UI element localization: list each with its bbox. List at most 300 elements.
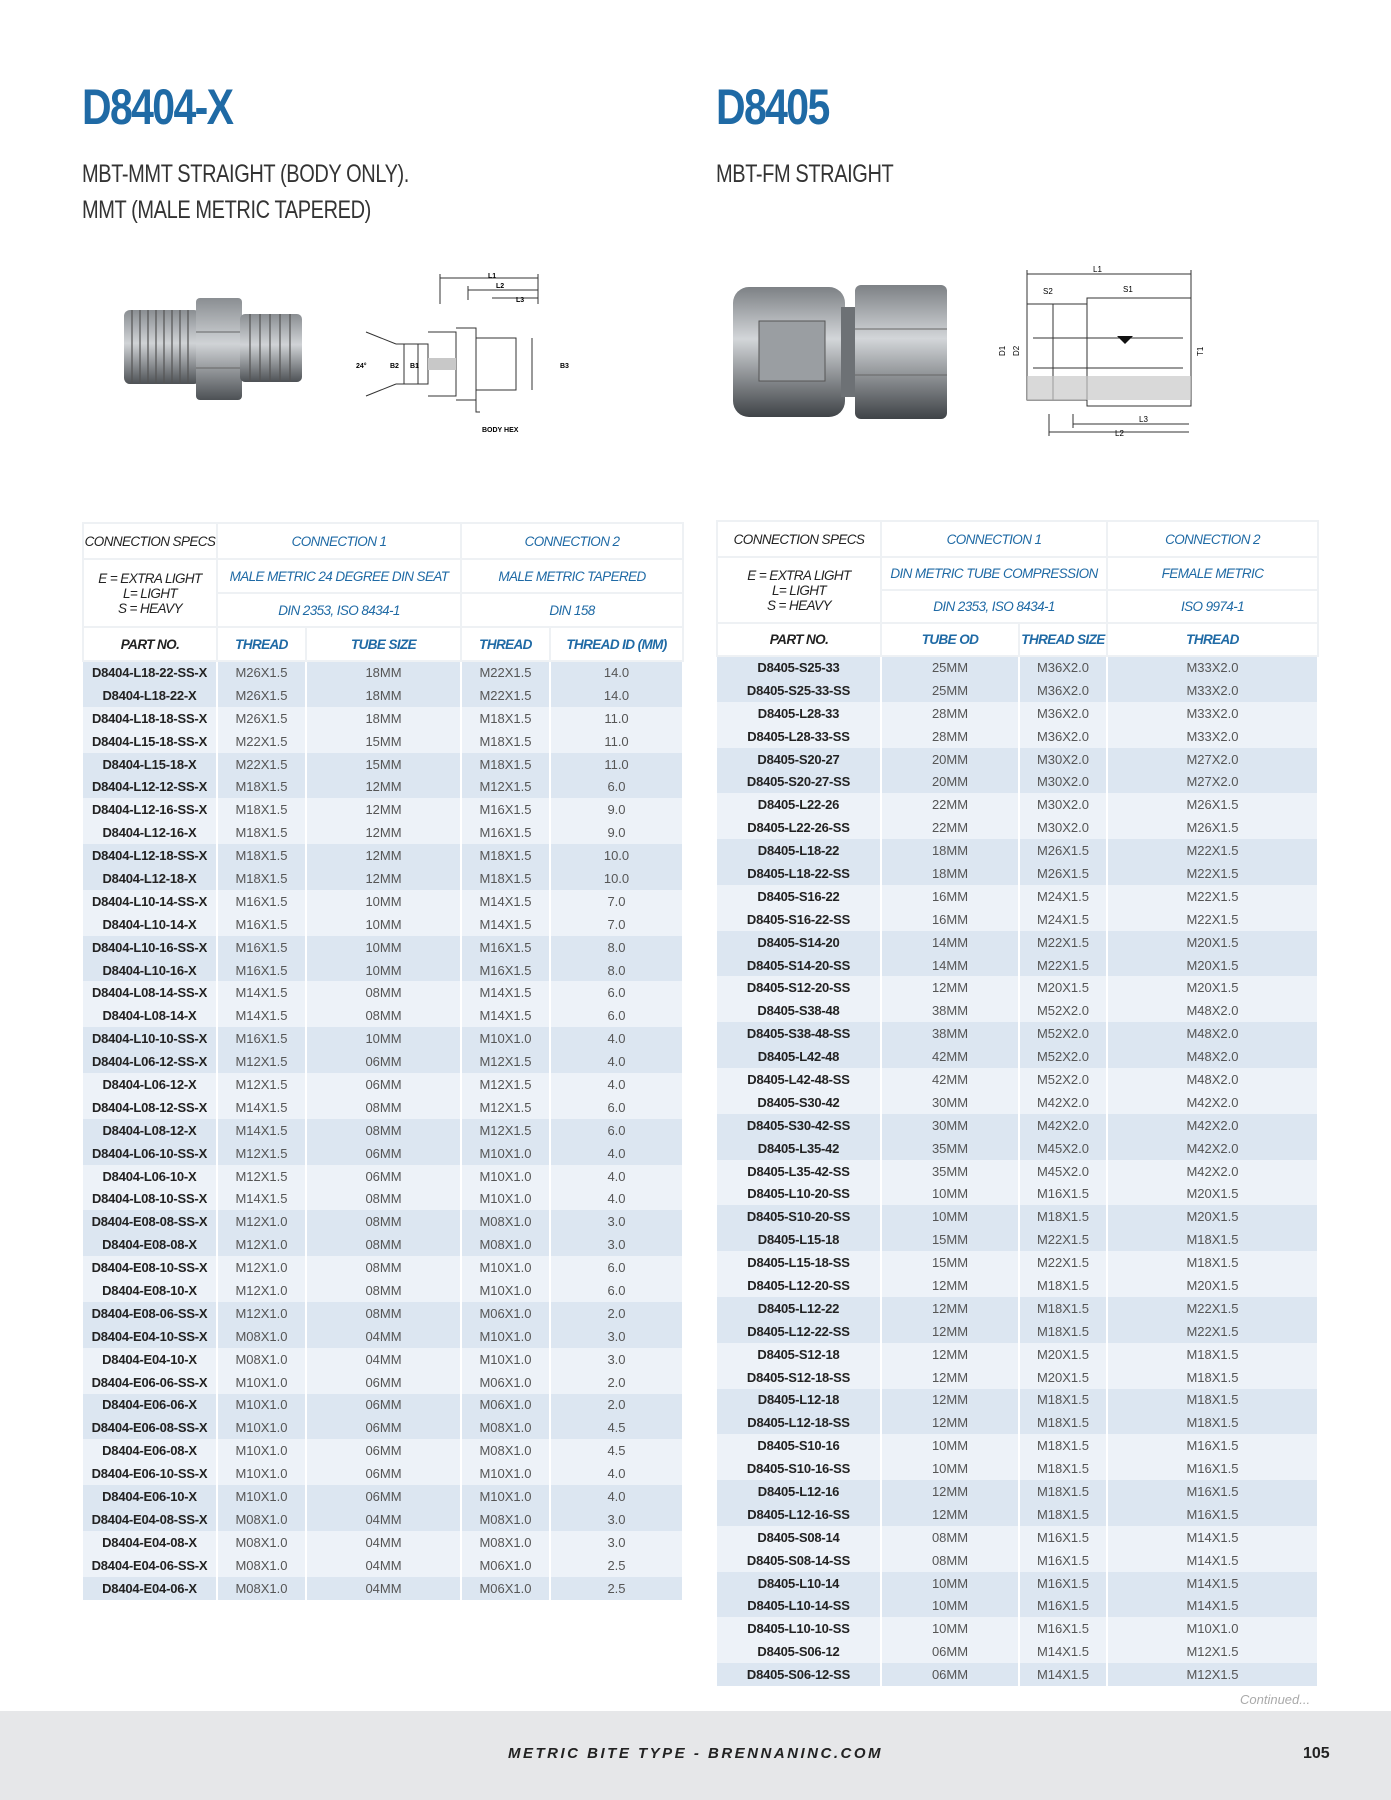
spec-value: M08X1.0 xyxy=(461,1439,550,1462)
page-number: 105 xyxy=(1303,1745,1330,1762)
spec-value: 06MM xyxy=(306,1462,461,1485)
table-row xyxy=(83,1233,683,1256)
table-row xyxy=(83,913,683,936)
spec-value: 22MM xyxy=(881,816,1019,839)
spec-value: 7.0 xyxy=(550,913,683,936)
table-row xyxy=(83,1485,683,1508)
spec-value: M16X1.5 xyxy=(1107,1457,1318,1480)
part-number: D8404-E06-06-X xyxy=(83,1394,217,1417)
spec-value: M16X1.5 xyxy=(217,890,306,913)
spec-value: 22MM xyxy=(881,793,1019,816)
spec-value: M33X2.0 xyxy=(1107,679,1318,702)
spec-value: 11.0 xyxy=(550,753,683,776)
spec-value: 4.0 xyxy=(550,1485,683,1508)
spec-value: M18X1.5 xyxy=(217,821,306,844)
table-row xyxy=(83,1416,683,1439)
spec-value: 04MM xyxy=(306,1348,461,1371)
column-header: PART NO. xyxy=(83,627,217,661)
spec-value: 4.5 xyxy=(550,1416,683,1439)
spec-value: M30X2.0 xyxy=(1019,748,1107,771)
spec-value: 3.0 xyxy=(550,1233,683,1256)
spec-value: 28MM xyxy=(881,702,1019,725)
spec-value: 04MM xyxy=(306,1531,461,1554)
spec-value: M16X1.5 xyxy=(1019,1572,1107,1595)
d8405-title: D8405 xyxy=(716,79,829,135)
table-row xyxy=(717,1228,1318,1251)
table-row xyxy=(83,1073,683,1096)
spec-value: M16X1.5 xyxy=(461,821,550,844)
part-number: D8404-L10-14-SS-X xyxy=(83,890,217,913)
page-footer xyxy=(0,1711,1391,1800)
spec-value: M45X2.0 xyxy=(1019,1137,1107,1160)
spec-value: M10X1.0 xyxy=(461,1187,550,1210)
spec-value: M18X1.5 xyxy=(1019,1297,1107,1320)
spec-value: 3.0 xyxy=(550,1210,683,1233)
spec-value: M12X1.5 xyxy=(1107,1663,1318,1686)
spec-value: 06MM xyxy=(881,1663,1019,1686)
spec-value: M14X1.5 xyxy=(1107,1526,1318,1549)
table-row xyxy=(83,1462,683,1485)
spec-value: M10X1.0 xyxy=(217,1394,306,1417)
spec-value: M24X1.5 xyxy=(1019,885,1107,908)
spec-value: 08MM xyxy=(306,1187,461,1210)
spec-value: M08X1.0 xyxy=(217,1554,306,1577)
legend-line: L= LIGHT xyxy=(122,585,178,601)
part-number: D8405-S12-18-SS xyxy=(717,1366,881,1389)
part-number: D8405-L18-22 xyxy=(717,839,881,862)
table-row xyxy=(717,839,1318,862)
part-number: D8405-L12-20-SS xyxy=(717,1274,881,1297)
part-number: D8404-E08-10-SS-X xyxy=(83,1256,217,1279)
spec-value: M08X1.0 xyxy=(461,1508,550,1531)
table-row xyxy=(717,862,1318,885)
spec-value: M18X1.5 xyxy=(1019,1389,1107,1412)
spec-value: 08MM xyxy=(306,981,461,1004)
spec-value: 10MM xyxy=(306,936,461,959)
spec-value: M36X2.0 xyxy=(1019,702,1107,725)
spec-value: 6.0 xyxy=(550,1256,683,1279)
spec-value: M14X1.5 xyxy=(1107,1595,1318,1618)
legend-line: S = HEAVY xyxy=(766,597,831,613)
spec-value: M18X1.5 xyxy=(217,798,306,821)
spec-value: M10X1.0 xyxy=(461,1485,550,1508)
spec-value: M16X1.5 xyxy=(1107,1434,1318,1457)
table-row xyxy=(83,775,683,798)
connection-2-type: FEMALE METRIC xyxy=(1107,557,1318,590)
table-row xyxy=(83,844,683,867)
spec-value: 12MM xyxy=(881,1411,1019,1434)
table-row xyxy=(83,1050,683,1073)
spec-value: M20X1.5 xyxy=(1019,976,1107,999)
part-number: D8404-E06-10-SS-X xyxy=(83,1462,217,1485)
spec-value: M16X1.5 xyxy=(217,913,306,936)
spec-value: M18X1.5 xyxy=(1019,1457,1107,1480)
part-number: D8405-S14-20-SS xyxy=(717,954,881,977)
spec-value: 10.0 xyxy=(550,867,683,890)
d8404-table-body xyxy=(83,661,683,1600)
connection-1-standard: DIN 2353, ISO 8434-1 xyxy=(217,593,461,627)
spec-value: 2.5 xyxy=(550,1554,683,1577)
spec-value: M20X1.5 xyxy=(1107,931,1318,954)
table-row xyxy=(717,679,1318,702)
part-number: D8404-E08-10-X xyxy=(83,1279,217,1302)
spec-value: 6.0 xyxy=(550,1119,683,1142)
spec-value: 35MM xyxy=(881,1137,1019,1160)
spec-value: M16X1.5 xyxy=(217,1027,306,1050)
spec-value: 12MM xyxy=(881,1297,1019,1320)
spec-value: M14X1.5 xyxy=(461,890,550,913)
part-number: D8404-L12-18-SS-X xyxy=(83,844,217,867)
spec-value: 08MM xyxy=(306,1096,461,1119)
spec-value: 25MM xyxy=(881,656,1019,679)
spec-value: M08X1.0 xyxy=(461,1416,550,1439)
spec-value: M06X1.0 xyxy=(461,1394,550,1417)
part-number: D8404-L18-18-SS-X xyxy=(83,707,217,730)
spec-value: 3.0 xyxy=(550,1348,683,1371)
spec-value: M42X2.0 xyxy=(1107,1160,1318,1183)
spec-value: M18X1.5 xyxy=(217,775,306,798)
part-number: D8405-S08-14 xyxy=(717,1526,881,1549)
continued-note: Continued... xyxy=(1240,1692,1311,1707)
part-number: D8405-S16-22 xyxy=(717,885,881,908)
spec-value: 08MM xyxy=(306,1233,461,1256)
d8404-product-photo xyxy=(120,296,306,404)
spec-value: M33X2.0 xyxy=(1107,702,1318,725)
part-number: D8404-L06-10-SS-X xyxy=(83,1142,217,1165)
spec-value: 8.0 xyxy=(550,959,683,982)
spec-value: 12MM xyxy=(881,1503,1019,1526)
spec-value: M18X1.5 xyxy=(1107,1228,1318,1251)
d8404-title: D8404-X xyxy=(82,79,233,135)
label-b3: B3 xyxy=(560,363,569,370)
spec-value: M48X2.0 xyxy=(1107,999,1318,1022)
table-row xyxy=(83,1394,683,1417)
part-number: D8405-L15-18 xyxy=(717,1228,881,1251)
table-row xyxy=(83,1027,683,1050)
part-number: D8405-S20-27-SS xyxy=(717,770,881,793)
table-row xyxy=(717,976,1318,999)
part-number: D8404-L06-10-X xyxy=(83,1165,217,1188)
spec-value: M22X1.5 xyxy=(1107,908,1318,931)
spec-value: M22X1.5 xyxy=(217,730,306,753)
label-l2: L2 xyxy=(496,283,505,290)
part-number: D8404-E04-10-X xyxy=(83,1348,217,1371)
spec-value: 10MM xyxy=(306,890,461,913)
spec-value: 16MM xyxy=(881,908,1019,931)
spec-value: M08X1.0 xyxy=(461,1210,550,1233)
spec-value: 18MM xyxy=(881,862,1019,885)
label-body-hex: BODY HEX xyxy=(482,427,519,434)
spec-value: M10X1.0 xyxy=(461,1462,550,1485)
legend-line: L= LIGHT xyxy=(771,582,827,598)
spec-value: 18MM xyxy=(881,839,1019,862)
spec-value: 10MM xyxy=(306,1027,461,1050)
spec-value: M10X1.0 xyxy=(461,1165,550,1188)
column-header: THREAD xyxy=(1107,623,1318,656)
label-d1: D1 xyxy=(998,345,1007,356)
size-legend xyxy=(83,559,217,627)
spec-value: 04MM xyxy=(306,1325,461,1348)
column-header: THREAD xyxy=(461,627,550,661)
table-row xyxy=(717,1274,1318,1297)
spec-value: 10MM xyxy=(881,1595,1019,1618)
spec-value: M26X1.5 xyxy=(217,707,306,730)
spec-value: M22X1.5 xyxy=(1019,1228,1107,1251)
spec-value: M10X1.0 xyxy=(217,1416,306,1439)
part-number: D8404-E06-10-X xyxy=(83,1485,217,1508)
d8405-table-body xyxy=(717,656,1318,1686)
spec-value: M08X1.0 xyxy=(217,1508,306,1531)
table-row xyxy=(83,1187,683,1210)
table-row xyxy=(83,890,683,913)
spec-value: M12X1.0 xyxy=(217,1256,306,1279)
spec-value: 08MM xyxy=(306,1004,461,1027)
spec-value: M18X1.5 xyxy=(1107,1343,1318,1366)
table-row xyxy=(83,936,683,959)
table-row xyxy=(83,661,683,684)
spec-value: M10X1.0 xyxy=(461,1325,550,1348)
spec-value: 9.0 xyxy=(550,798,683,821)
table-row xyxy=(83,1256,683,1279)
spec-value: M22X1.5 xyxy=(1019,1251,1107,1274)
part-number: D8404-L06-12-X xyxy=(83,1073,217,1096)
part-number: D8404-L08-14-SS-X xyxy=(83,981,217,1004)
spec-value: M06X1.0 xyxy=(461,1302,550,1325)
spec-header: CONNECTION SPECS xyxy=(717,521,881,557)
table-row xyxy=(717,748,1318,771)
spec-value: M18X1.5 xyxy=(217,844,306,867)
part-number: D8405-L10-20-SS xyxy=(717,1182,881,1205)
spec-value: M14X1.5 xyxy=(1107,1549,1318,1572)
table-row xyxy=(83,1439,683,1462)
spec-value: 06MM xyxy=(881,1640,1019,1663)
table-row xyxy=(83,867,683,890)
spec-header: CONNECTION SPECS xyxy=(83,523,217,559)
spec-value: 10MM xyxy=(306,959,461,982)
table-row xyxy=(717,1297,1318,1320)
d8405-technical-drawing xyxy=(993,264,1207,440)
table-row xyxy=(717,770,1318,793)
spec-value: 4.0 xyxy=(550,1165,683,1188)
part-number: D8405-L28-33 xyxy=(717,702,881,725)
spec-value: M22X1.5 xyxy=(1107,1320,1318,1343)
label-t1: T1 xyxy=(1196,346,1205,356)
table-row xyxy=(717,1572,1318,1595)
part-number: D8404-E06-08-SS-X xyxy=(83,1416,217,1439)
subtitle-line: MMT (MALE METRIC TAPERED) xyxy=(82,196,371,224)
table-row xyxy=(717,908,1318,931)
table-row xyxy=(83,1371,683,1394)
table-row xyxy=(717,1022,1318,1045)
spec-value: M08X1.0 xyxy=(217,1531,306,1554)
legend-line: E = EXTRA LIGHT xyxy=(747,567,851,583)
spec-value: 9.0 xyxy=(550,821,683,844)
part-number: D8404-L10-16-X xyxy=(83,959,217,982)
part-number: D8405-L18-22-SS xyxy=(717,862,881,885)
table-row xyxy=(83,1165,683,1188)
spec-value: M22X1.5 xyxy=(1107,885,1318,908)
spec-value: 42MM xyxy=(881,1068,1019,1091)
spec-value: 16MM xyxy=(881,885,1019,908)
spec-value: M36X2.0 xyxy=(1019,656,1107,679)
spec-value: M06X1.0 xyxy=(461,1554,550,1577)
table-row xyxy=(717,1343,1318,1366)
spec-value: 04MM xyxy=(306,1554,461,1577)
spec-value: 06MM xyxy=(306,1439,461,1462)
spec-value: 12MM xyxy=(306,844,461,867)
spec-value: M18X1.5 xyxy=(1107,1411,1318,1434)
spec-value: 4.0 xyxy=(550,1027,683,1050)
spec-value: M12X1.5 xyxy=(461,1050,550,1073)
table-row xyxy=(83,1096,683,1119)
spec-value: M20X1.5 xyxy=(1107,976,1318,999)
spec-value: M16X1.5 xyxy=(1107,1480,1318,1503)
part-number: D8405-L35-42-SS xyxy=(717,1160,881,1183)
part-number: D8404-L08-12-X xyxy=(83,1119,217,1142)
spec-value: M18X1.5 xyxy=(217,867,306,890)
spec-value: M12X1.5 xyxy=(217,1142,306,1165)
spec-value: 12MM xyxy=(881,1274,1019,1297)
spec-value: 08MM xyxy=(306,1210,461,1233)
table-row xyxy=(83,1554,683,1577)
spec-value: 6.0 xyxy=(550,1004,683,1027)
table-row xyxy=(83,1119,683,1142)
d8404-subtitle xyxy=(82,156,409,228)
part-number: D8404-E08-06-SS-X xyxy=(83,1302,217,1325)
part-number: D8404-L18-22-X xyxy=(83,684,217,707)
spec-value: M14X1.5 xyxy=(217,1096,306,1119)
spec-value: M16X1.5 xyxy=(1019,1617,1107,1640)
spec-value: M12X1.0 xyxy=(217,1233,306,1256)
table-row xyxy=(717,1137,1318,1160)
spec-value: 30MM xyxy=(881,1091,1019,1114)
spec-value: 11.0 xyxy=(550,707,683,730)
spec-value: 12MM xyxy=(881,1343,1019,1366)
spec-value: M16X1.5 xyxy=(461,936,550,959)
spec-value: M06X1.0 xyxy=(461,1577,550,1600)
part-number: D8405-S25-33 xyxy=(717,656,881,679)
spec-value: 14.0 xyxy=(550,661,683,684)
table-row xyxy=(83,1577,683,1600)
part-number: D8405-L42-48 xyxy=(717,1045,881,1068)
part-number: D8405-L22-26 xyxy=(717,793,881,816)
part-number: D8404-L06-12-SS-X xyxy=(83,1050,217,1073)
spec-value: M16X1.5 xyxy=(1019,1595,1107,1618)
spec-value: 08MM xyxy=(306,1256,461,1279)
spec-value: M18X1.5 xyxy=(461,867,550,890)
connection-2-type: MALE METRIC TAPERED xyxy=(461,559,683,593)
table-row xyxy=(717,1182,1318,1205)
table-row xyxy=(717,1114,1318,1137)
spec-value: M24X1.5 xyxy=(1019,908,1107,931)
d8404-technical-drawing xyxy=(356,272,572,436)
spec-value: M12X1.5 xyxy=(217,1165,306,1188)
spec-value: 20MM xyxy=(881,770,1019,793)
spec-value: M33X2.0 xyxy=(1107,725,1318,748)
spec-value: M12X1.5 xyxy=(461,1119,550,1142)
spec-value: M52X2.0 xyxy=(1019,1022,1107,1045)
spec-value: 2.5 xyxy=(550,1577,683,1600)
spec-value: M12X1.5 xyxy=(461,1096,550,1119)
table-row xyxy=(717,885,1318,908)
table-row xyxy=(717,793,1318,816)
part-number: D8404-L08-14-X xyxy=(83,1004,217,1027)
spec-value: M26X1.5 xyxy=(217,661,306,684)
spec-value: M48X2.0 xyxy=(1107,1068,1318,1091)
table-row xyxy=(717,1480,1318,1503)
spec-value: M14X1.5 xyxy=(217,1187,306,1210)
table-row xyxy=(717,725,1318,748)
spec-value: 3.0 xyxy=(550,1325,683,1348)
table-row xyxy=(717,1663,1318,1686)
spec-value: 10MM xyxy=(306,913,461,936)
spec-value: M12X1.5 xyxy=(1107,1640,1318,1663)
table-row xyxy=(83,730,683,753)
connection-1-type: DIN METRIC TUBE COMPRESSION xyxy=(881,557,1107,590)
part-number: D8404-L12-16-SS-X xyxy=(83,798,217,821)
spec-value: M12X1.5 xyxy=(217,1073,306,1096)
spec-value: 12MM xyxy=(306,821,461,844)
spec-value: M20X1.5 xyxy=(1107,954,1318,977)
spec-value: M18X1.5 xyxy=(461,844,550,867)
spec-value: M52X2.0 xyxy=(1019,999,1107,1022)
spec-value: 28MM xyxy=(881,725,1019,748)
table-row xyxy=(83,1508,683,1531)
table-row xyxy=(717,1366,1318,1389)
table-row xyxy=(83,1279,683,1302)
spec-value: 7.0 xyxy=(550,890,683,913)
subtitle-line: MBT-MMT STRAIGHT (BODY ONLY). xyxy=(82,160,409,188)
spec-value: M18X1.5 xyxy=(1107,1251,1318,1274)
spec-value: 10MM xyxy=(881,1205,1019,1228)
spec-value: M22X1.5 xyxy=(461,684,550,707)
spec-value: M16X1.5 xyxy=(1019,1526,1107,1549)
spec-value: M30X2.0 xyxy=(1019,770,1107,793)
spec-value: 08MM xyxy=(881,1549,1019,1572)
spec-value: M22X1.5 xyxy=(461,661,550,684)
label-s1: S1 xyxy=(1123,285,1133,294)
table-row xyxy=(83,684,683,707)
part-number: D8404-L08-10-SS-X xyxy=(83,1187,217,1210)
part-number: D8404-E06-08-X xyxy=(83,1439,217,1462)
part-number: D8405-L15-18-SS xyxy=(717,1251,881,1274)
spec-value: 20MM xyxy=(881,748,1019,771)
spec-value: 6.0 xyxy=(550,1096,683,1119)
spec-value: 08MM xyxy=(881,1526,1019,1549)
table-row xyxy=(83,1531,683,1554)
spec-value: 15MM xyxy=(881,1228,1019,1251)
spec-value: M10X1.0 xyxy=(461,1256,550,1279)
part-number: D8404-E06-06-SS-X xyxy=(83,1371,217,1394)
part-number: D8405-L12-16 xyxy=(717,1480,881,1503)
part-number: D8405-S38-48-SS xyxy=(717,1022,881,1045)
part-number: D8405-S30-42-SS xyxy=(717,1114,881,1137)
connection-2-header: CONNECTION 2 xyxy=(1107,521,1318,557)
part-number: D8405-L12-18 xyxy=(717,1389,881,1412)
part-number: D8404-E04-06-X xyxy=(83,1577,217,1600)
spec-value: M22X1.5 xyxy=(217,753,306,776)
spec-value: M10X1.0 xyxy=(461,1142,550,1165)
spec-value: 2.0 xyxy=(550,1394,683,1417)
spec-value: M27X2.0 xyxy=(1107,770,1318,793)
table-row xyxy=(717,816,1318,839)
spec-value: M36X2.0 xyxy=(1019,725,1107,748)
table-row xyxy=(717,1526,1318,1549)
spec-value: M26X1.5 xyxy=(1107,793,1318,816)
column-header: PART NO. xyxy=(717,623,881,656)
spec-value: 10MM xyxy=(881,1457,1019,1480)
table-row xyxy=(717,1389,1318,1412)
